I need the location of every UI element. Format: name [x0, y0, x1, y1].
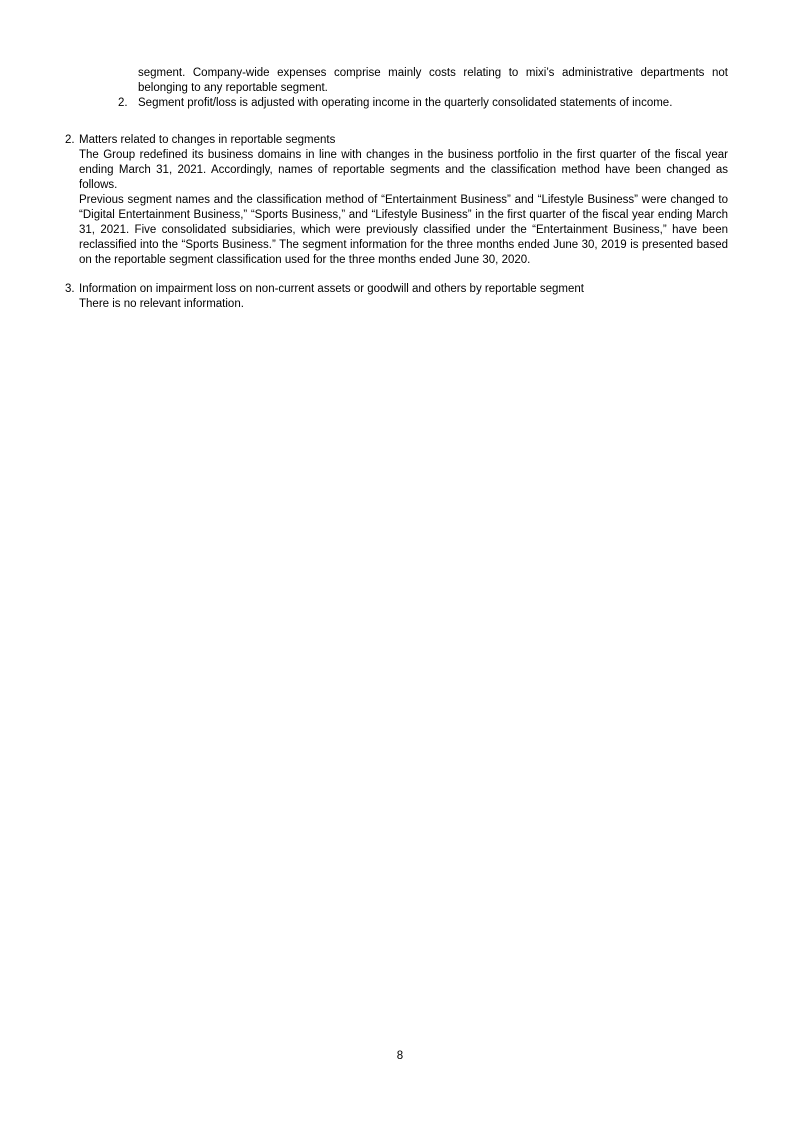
- note-item-2-text: Segment profit/loss is adjusted with operating income in the quarterly consolidated statements of income.: [138, 97, 673, 109]
- section-2-title: Matters related to changes in reportable segments: [79, 134, 336, 146]
- section-2-number: 2.: [65, 134, 75, 146]
- section-2-paragraph-2: Previous segment names and the classification method of “Entertainment Business” and “Lifestyle Business” were changed to “Digital Entertainment Business,” “Sports Business,” and “Lifestyle Business” in the first quarter of the fiscal year ending March 31, 2021. Five consolidated subsidiaries, which were previously classified under the “Entertainment Business,” have been reclassified into the “Sports Business.” The segment information for the three months ended June 30, 2019 is presented based on the reportable segment classification used for the three months ended June 30, 2020.: [79, 194, 728, 266]
- note-item-2-number: 2.: [118, 97, 128, 109]
- section-3-heading: [65, 282, 728, 297]
- section-3-paragraph-1: There is no relevant information.: [79, 298, 244, 310]
- section-2: [65, 133, 728, 268]
- section-3-title: Information on impairment loss on non-current assets or goodwill and others by reportable segment: [79, 283, 584, 295]
- section-2-paragraph-1: The Group redefined its business domains in line with changes in the business portfolio in the first quarter of the fiscal year ending March 31, 2021. Accordingly, names of reportable segments and the classification method have been changed as follows.: [79, 149, 728, 191]
- notes-continuation-block: [118, 66, 728, 111]
- note-item-2: [118, 96, 728, 111]
- notes-continuation-paragraph: segment. Company-wide expenses comprise mainly costs relating to mixi’s administrative departments not belonging to any reportable segment.: [138, 67, 728, 94]
- section-2-heading: [65, 133, 728, 148]
- section-3-number: 3.: [65, 283, 75, 295]
- section-3: [65, 282, 728, 312]
- page-number: 8: [396, 1050, 404, 1062]
